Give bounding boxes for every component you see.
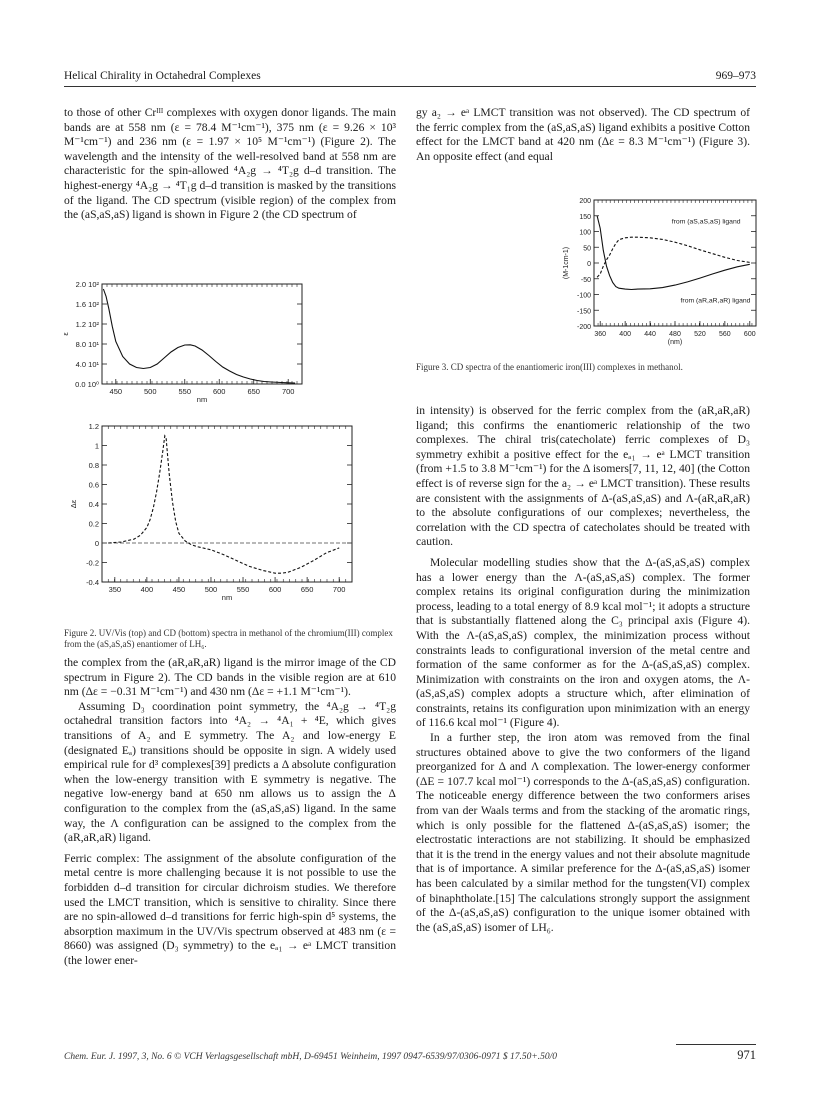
left-column-top [64,106,396,223]
y-tick-label: 2.0 10² [75,280,99,289]
x-tick-label: 550 [236,585,250,594]
paragraph: Molecular modelling studies show that the Δ-(aS,aS,aS) complex has a lower energy than the Λ-(aS,aS,aS) complex. The former complex retains its original configuration during the minimization process, leading to a total energy of 8.9 kcal mol⁻¹; it adopts a structure that is substantially flattened along the C₃ principal axis (Figure 4). With the Λ-(aS,aS,aS) complex, the minimization process without constraints leads to configurational inversion of the metal centre and formation of the same conformer as for the Δ-(aS,aS,aS) complex. Minimization with constraints on the iron and oxygen atoms, the Λ-(aS,aS,aS) complex adopts a structure which, after elimination of constraints, retains its configuration upon minimization with an energy of 116.6 kcal mol⁻¹ (Figure 4). [416,555,750,730]
y-tick-label: 150 [579,213,591,221]
x-tick-label: 700 [281,387,295,396]
x-tick-label: 600 [743,331,756,338]
paragraph: In a further step, the iron atom was removed from the final structures obtained above to give the two conformers of the ligand preorganized for Δ and Λ complexation. The lower-energy conformer (ΔE = 107.7 kcal mol⁻¹) corresponds to the Δ-(aS,aS,aS) configuration. The noticeable energy difference between the two conformers arises from van der Waals terms and from the stacking of the aromatic rings, which is only possible for the flattened Δ-(aS,aS,aS) isomer; the electrostatic interactions are not stabilizing. It should be emphasized that it is the trend in the energy values and not their absolute magnitude that is of importance. A similar preference for the Δ-(aS,aS,aS) isomer has been calculated by a similar method for the tungsten(VI) complex of binaphtholate.[15] The calculations strongly support the assignment of the Δ-(aS,aS,aS) configuration to the unique isomer obtained with the (aS,aS,aS) isomer of LH₆. [416,731,750,934]
y-tick-label: -100 [576,292,591,300]
x-tick-label: 520 [694,331,706,338]
y-tick-label: 1.6 10² [75,300,99,309]
y-tick-label: 0.6 [88,480,99,490]
page-number: 971 [737,1048,756,1062]
uv-vis-plot [61,280,302,404]
y-axis-label: ε [61,332,70,336]
x-tick-label: 550 [178,387,192,396]
x-tick-label: 450 [172,585,186,594]
y-tick-label: 0.8 [88,461,99,470]
x-tick-label: 360 [594,331,607,338]
x-tick-label: 440 [644,331,656,338]
left-column-bottom [64,656,396,968]
series-line [108,436,339,573]
plot-frame [102,284,302,384]
running-header-pages: 969–973 [715,70,756,82]
fe-cd-plot [563,198,756,346]
y-tick-label: -0.2 [86,558,99,568]
x-axis-label: nm [221,593,233,602]
figure-2-caption: Figure 2. UV/Vis (top) and CD (bottom) spectra in methanol of the chromium(III) complex from the (aS,aS,aS) enantiomer of LH₆. [64,628,393,649]
x-tick-label: 400 [619,331,631,338]
paragraph: gy a₂ → eᵃ LMCT transition was not observed). The CD spectrum of the ferric complex from the (aS,aS,aS) ligand exhibits a positive Cotton effect for the LMCT band at 420 nm (Δε = 8.3 M⁻¹cm⁻¹) (Figure 3). An opposite effect (and equal [416,106,750,163]
y-tick-label: 200 [579,198,591,205]
y-axis-label: (M-1cm-1) [563,246,570,280]
running-header-title: Helical Chirality in Octahedral Complexes [64,70,261,82]
paragraph: in intensity) is observed for the ferric complex from the (aR,aR,aR) ligand; this confirms the enantiomeric relationship of the two complexes. The chiral tris(catecholate) ferric complexes of D₃ symmetry exhibit a positive effect for the eₐ₁ → eᵃ LMCT transition (from +1.5 to 3.8 M⁻¹cm⁻¹) for the Δ isomers[7, 11, 12, 40] (the Cotton effect is of reverse sign for the a₂ → eᵃ LMCT transition). These results are consistent with the assignments of Δ-(aS,aS,aS) and Λ-(aR,aR,aR) to the absolute configurations of our complexes; nevertheless, the correlation with the CD spectra of catecholates should be treated with caution. [416,404,750,549]
series-line [597,216,750,290]
x-tick-label: 500 [144,387,157,396]
x-axis-label: (nm) [667,339,683,346]
header-rule [64,86,756,87]
x-tick-label: 560 [719,331,731,338]
y-tick-label: 0.0 10⁰ [75,380,99,389]
x-tick-label: 600 [212,387,226,396]
x-tick-label: 500 [204,585,218,594]
x-tick-label: 650 [247,387,260,396]
paragraph: Assuming D₃ coordination point symmetry, the ⁴A₂g → ⁴T₂g octahedral transition factors into ⁴A₂ → ⁴A₁ + ⁴E, which gives transitions of A₂ and E symmetry. The A₂ and low-energy E (designated Eₐ) transitions should be opposite in sign. A widely used empirical rule for d³ complexes[39] predicts a Δ absolute configuration when the low-energy transition with E symmetry is negative. The negative low-energy band at 650 nm allows us to assign the Δ configuration to the complex from the (aS,aS,aS) ligand. In the same way, the Λ configuration can be assigned to the complex from the (aR,aR,aR) ligand. [64,699,396,845]
figure-3-caption: Figure 3. CD spectra of the enantiomeric iron(III) complexes in methanol. [416,362,683,372]
y-tick-label: 100 [579,229,591,237]
x-tick-label: 400 [140,585,154,594]
y-tick-label: 0.2 [88,519,99,529]
y-tick-label: 0 [94,539,99,548]
plot-frame [102,426,352,582]
x-tick-label: 700 [332,585,346,594]
series-label-top: from (aS,aS,aS) ligand [671,218,741,226]
y-tick-label: -50 [580,276,591,284]
x-tick-label: 650 [300,585,314,594]
y-tick-label: -150 [576,308,591,316]
paragraph: Ferric complex: The assignment of the absolute configuration of the metal centre is more challenging because it is not possible to use the forbidden d–d transition for circular dichroism studies. We therefore used the LMCT transition, which is sensitive to chirality. Since there are no spin-allowed d–d transitions for ferric high-spin d⁵ systems, the absorption maximum in the UV/Vis spectrum observed at 483 nm (ε = 8660) was assigned (D₃ symmetry) to the eₐ₁ → eᵃ LMCT transition (the lower ener- [64,851,396,967]
y-tick-label: 1.2 [88,422,99,431]
x-tick-label: 480 [669,331,681,338]
y-tick-label: 4.0 10¹ [75,360,99,369]
paragraph: to those of other Crᴵᴵᴵ complexes with oxygen donor ligands. The main bands are at 558 nm (ε = 78.4 M⁻¹cm⁻¹), 375 nm (ε = 9.26 × 10³ M⁻¹cm⁻¹) and 236 nm (ε = 1.97 × 10⁵ M⁻¹cm⁻¹) (Figure 2). The wavelength and the intensity of the well-resolved band at 558 nm are characteristic for the spin-allowed ⁴A₂g → ⁴T₂g d–d transition. The highest-energy ⁴A₂g → ⁴T₁g d–d transition is masked by the transitions of the ligand. The CD spectrum (visible region) of the complex from the (aS,aS,aS) ligand is shown in Figure 2 (the CD spectrum of [64,106,396,222]
right-column-top [416,106,750,164]
x-axis-label: nm [196,395,208,404]
y-tick-label: 1.2 10² [75,320,99,329]
y-axis-label: Δε [69,499,78,509]
figure-2 [61,280,404,620]
paragraph: the complex from the (aR,aR,aR) ligand is the mirror image of the CD spectrum in Figure 2). The CD bands in the visible region are at 610 nm (Δε = −0.31 M⁻¹cm⁻¹) and 430 nm (Δε = +1.1 M⁻¹cm⁻¹). [64,656,396,699]
cd-plot [69,422,352,602]
series-label-bottom: from (aR,aR,aR) ligand [680,297,751,305]
y-tick-label: -200 [576,324,591,331]
footer-rule [676,1044,756,1045]
y-tick-label: 0.4 [88,500,99,509]
series-line [597,237,750,277]
y-tick-label: 0 [587,261,591,268]
y-tick-label: 8.0 10¹ [75,340,99,349]
x-tick-label: 450 [109,387,123,396]
y-tick-label: -0.4 [86,578,99,587]
y-tick-label: 50 [583,245,591,253]
footer-citation: Chem. Eur. J. 1997, 3, No. 6 © VCH Verlagsgesellschaft mbH, D-69451 Weinheim, 1997 0947-6539/97/0306-0971 $ 17.50+.50/0 [64,1052,557,1062]
x-tick-label: 600 [268,585,282,594]
x-tick-label: 350 [108,585,122,594]
series-line [103,289,295,383]
right-column-bottom [416,404,750,935]
figure-3 [560,196,760,360]
y-tick-label: 1 [94,441,99,451]
